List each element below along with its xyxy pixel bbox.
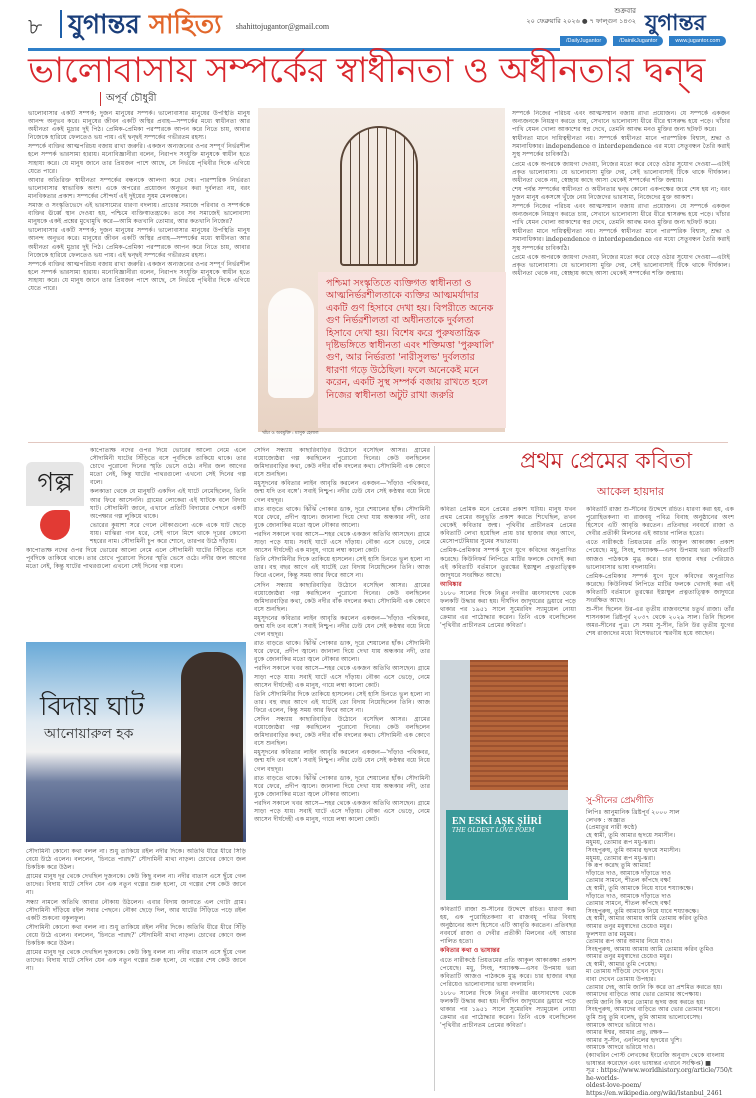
paragraph: স্বাধীনতা মানে দায়িত্বহীনতা নয়। সম্পর্কে স্বাধীনতা মানে পারস্পরিক বিশ্বাস, শ্রদ্ধা ও সমানাধিকার। independence ও interdependence এর মধ্যে সেতুবন্ধন তৈরি করাই সুস্থ সম্পর্কের চাবিকাঠি। bbox=[512, 228, 730, 252]
social-links bbox=[560, 36, 726, 46]
poem-line: হে স্বামী, আমার আমায় আমি তোমায় করিব তুমিও bbox=[586, 915, 708, 923]
paragraph: প্রেমে একে অপরকে জায়গা দেওয়া, নিজের মতো করে বেড়ে ওঠার সুযোগ দেওয়া—এটাই প্রকৃত ভালোবাসা। যে ভালোবাসা মুক্তি দেয়, সেই ভালোবাসাই টিকে থাকে দীর্ঘকাল। অধীনতা থেকে নয়, স্বেচ্ছায় কাছে আসা থেকেই সম্পর্কের শক্তি জন্মায়। bbox=[512, 160, 730, 184]
paragraph: গ্রামের মানুষ দূর থেকে দেখছিল দুজনকে। কেউ কিছু বলল না। নদীর বাতাস এসে ছুঁয়ে গেল তাদের। বিদায় ঘাটে সেদিন যেন এক নতুন গল্পের শুরু হলো, যে গল্পের শেষ কেউ জানে না। bbox=[26, 873, 246, 897]
social-facebook-link[interactable]: /DainikJugantor bbox=[613, 36, 663, 46]
paragraph: আবার অতিরিক্ত স্বাধীনতা সম্পর্কের বন্ধনকে আলগা করে দেয়। পারস্পরিক নির্ভরতা ভালোবাসার স্বাভাবিক অংশ। একে অপরের প্রয়োজন অনুভব করা দুর্বলতা নয়, বরং মানবিকতার প্রকাশ। সম্পর্কের সৌন্দর্য এই দুইয়ের সুষম মেলবন্ধনে। bbox=[28, 176, 250, 200]
paragraph: পরদিন সকালে খবর আসে—শহর থেকে একজন অতিথি আসছেন। গ্রামে সাড়া পড়ে যায়। সবাই ঘাটে এসে দাঁড়ায়। নৌকা এসে ভেড়ে, নেমে আসেন দীর্ঘদেহী এক মানুষ, গায়ে লম্বা কালো কোট। bbox=[254, 799, 430, 824]
section-divider bbox=[28, 442, 728, 443]
paragraph: সৌদামিনী কোনো কথা বলল না। শুধু তাকিয়ে রইল নদীর দিকে। অতিথি ধীরে ধীরে সিঁড়ি বেয়ে উঠে এলেন। বললেন, 'চিনতে পারছ?' সৌদামিনী মাথা নাড়ল। চোখের কোণে জল চিকচিক করে উঠল। bbox=[26, 848, 246, 872]
cuneiform-tablet bbox=[470, 660, 568, 790]
paragraph: রাত বাড়তে থাকে। ঝিঁঝিঁ পোকার ডাক, দূরে শেয়ালের হাঁক। সৌদামিনী ঘরে ফেরে, প্রদীপ জ্বালে। জানালা দিয়ে দেখা যায় অন্ধকার নদী, তার বুকে জোনাকির মতো জ্বলে নৌকার আলো। bbox=[254, 505, 430, 529]
feature-headline: ভালোবাসায় সম্পর্কের স্বাধীনতা ও অধীনতার দ্বন্দ্ব bbox=[28, 51, 705, 91]
poem-block bbox=[586, 796, 734, 1098]
logo-accent: সাহিত্য bbox=[148, 10, 222, 40]
contact-email[interactable]: shahittojugantor@gmail.com bbox=[235, 21, 330, 31]
poem-lines bbox=[586, 809, 734, 1098]
museum-plaque bbox=[446, 810, 568, 900]
poem-line: মা তোমায় দাঁড়িয়ে দেখেন সুখে। bbox=[586, 968, 664, 976]
poem-line: সিংহপুরুষ, তুমি আমাকে নিয়ে যাবে শয্যাকক্ষে। bbox=[586, 907, 699, 915]
paragraph: সমাজ ও সংস্কৃতিভেদে এই ভারসাম্যের ধারণা বদলায়। প্রাচ্যের সমাজে পরিবার ও সম্পর্ককে ব্যক্তির ঊর্ধ্বে স্থান দেওয়া হয়, পশ্চিমে ব্যক্তিস্বাতন্ত্র্যকে। তবে সব সমাজেই ভালোবাসা মানুষকে একই প্রশ্নের মুখোমুখি করে—আমি কতখানি তোমার, আর কতখানি নিজের? bbox=[28, 202, 250, 226]
paragraph: তিনি সৌদামিনীর দিকে তাকিয়ে হাসলেন। সেই হাসি চিনতে ভুল হলো না তার। বহু বছর আগে এই ঘাটেই তো বিদায় নিয়েছিলেন তিনি। আজ ফিরে এলেন, কিন্তু সময় আর ফিরে আসে না। bbox=[254, 556, 430, 580]
poem-line: তোমার সামনে, শীতল কাঁপছে বক্ষ! bbox=[586, 900, 672, 908]
birdcage-icon bbox=[340, 126, 418, 266]
paragraph: ভোরের কুয়াশা সরে গেলে নৌকাগুলো একে একে ঘাট ছেড়ে যায়। মাঝিরা গান ধরে, সেই গানে মিশে থাকে দূরের কোনো শহরের নাম। সৌদামিনী চুপ করে শোনে, তারপর উঠে দাঁড়ায়। bbox=[90, 521, 246, 546]
paragraph: শেষ পর্যন্ত সম্পর্কের স্বাধীনতা ও অধীনতার দ্বন্দ্ব কোনো একপক্ষের জয়ে শেষ হয় না; বরং দুজন মানুষ একসঙ্গে খুঁজে নেয় নিজেদের ভারসাম্য, নিজেদের মুক্ত আকাশ। bbox=[512, 185, 730, 201]
poem-line: লিপিঃ আনুমানিক খ্রিষ্টপূর্ব ২০০০ সাল bbox=[586, 809, 680, 816]
poem-line: আমি জানি কি করে তোমার হৃদয় জয় করতে হয়। bbox=[586, 998, 706, 1006]
poem-heading: সু-সীনের প্রেমগীতি bbox=[586, 796, 654, 806]
subheading: কবিতার কথা ও ভাষান্তর bbox=[440, 947, 500, 955]
poem-line: মধুময়, তোমার রূপ মধু-ঝরা। bbox=[586, 839, 656, 847]
plaque-title: EN ESKİ AŞK ŞİİRİ bbox=[452, 816, 542, 827]
paragraph: প্রেমে একে অপরকে জায়গা দেওয়া, নিজের মতো করে বেড়ে ওঠার সুযোগ দেওয়া—এটাই প্রকৃত ভালোবাসা। যে ভালোবাসা মুক্তি দেয়, সেই ভালোবাসাই টিকে থাকে দীর্ঘকাল। অধীনতা থেকে নয়, স্বেচ্ছায় কাছে আসা থেকেই সম্পর্কের শক্তি জন্মায়। bbox=[512, 253, 730, 277]
paragraph: ১৮৮০ সালের দিকে নিপ্পুর নগরীর ধ্বংসাবশেষ থেকে ফলকটি উদ্ধার করা হয়। দীর্ঘদিন জাদুঘরের ড্রয়ারে পড়ে থাকার পর ১৯৫১ সালে সুমেরবিদ স্যামুয়েল নোয়া ক্রেমার এর পাঠোদ্ধার করেন। তিনি একে বলেছিলেন 'পৃথিবীর প্রাচীনতম প্রেমের কবিতা'। bbox=[440, 589, 576, 630]
poem-line: হে স্বামী, আমার তুমি পেয়েছ। bbox=[586, 960, 657, 968]
paragraph: মধুসূদনের কবিতার লাইন আবৃত্তি করলেন একজন—'দাঁড়াও পথিকবর, জন্ম যদি তব বঙ্গে'। সবাই নিশ্চুপ। নদীর ঢেউ যেন সেই কণ্ঠস্বর বয়ে নিয়ে গেল বহুদূর। bbox=[254, 614, 430, 639]
divider bbox=[60, 10, 62, 38]
poem-line: (ক্যাথরিন পোস্ট লেখকের ইংরেজি অনুবাদ থেকে বাংলায় ভাষান্তর করেছেন এবং ভাষান্তর এখানে সংক্ষিপ্ত) ■ bbox=[586, 1052, 725, 1067]
plaque-subtitle: THE OLDEST LOVE POEM bbox=[452, 827, 535, 834]
poem-line: দাঁড়াতে দাও, আমাকে দাঁড়াতে দাও bbox=[586, 869, 672, 877]
poem-line: (প্রেমাতুর নারী কণ্ঠে) bbox=[586, 824, 637, 832]
paragraph: ভালোবাসার একটি সম্পর্ক; দুজন মানুষের সম্পর্ক। ভালোবাসার মানুষের উপস্থিতি মানুষ আনন্দ অনুভব করে। মানুষের জীবন একটি অস্থির প্রবাহ—সম্পর্কের মধ্যে স্বাধীনতা আর অধীনতা একই মুদ্রার দুই পিঠ। প্রেমিক-প্রেমিকা পরস্পরকে আপন করে নিতে চায়, আবার নিজেকে হারিয়ে ফেলতেও ভয় পায়। এই দ্বন্দ্বই সম্পর্কের গভীরতম রহস্য। bbox=[28, 110, 250, 142]
poem-line: তোমার সামনে, শীতল কাঁপছে বক্ষ! bbox=[586, 877, 672, 885]
story-title: বিদায় ঘাট bbox=[40, 692, 145, 722]
poem-line: হে স্বামী, তুমি আমাকে নিয়ে যাবে শয্যাকক্ষে। bbox=[586, 884, 694, 892]
paragraph: সেদিন সন্ধ্যায় কাছারিবাড়ির উঠোনে বসেছিল আসর। গ্রামের বয়োজ্যেষ্ঠরা গল্প করছিলেন পুরোনো দিনের। কেউ বলছিলেন জমিদারবাড়ির কথা, কেউ নদীর বাঁক বদলের কথা। সৌদামিনী এক কোণে বসে শুনছিল। bbox=[254, 447, 430, 479]
poem-line: বাবা দেখেন তোমায় উপহার। bbox=[586, 976, 656, 984]
story-author: আনোয়ারুল হক bbox=[44, 726, 134, 742]
poem-line: ফুলশয্যা তার মধুময়। bbox=[586, 930, 636, 938]
hand-shape bbox=[268, 288, 314, 398]
story-label: গল্প bbox=[26, 462, 84, 506]
page-number: ৮ bbox=[28, 15, 43, 40]
paragraph: কবিতাটি রাজা শু-সীনের উদ্দেশে রচিত। ধারণা করা হয়, এক পুরোহিতকন্যা বা রাজবধূ পবিত্র বিবাহ অনুষ্ঠানের অংশ হিসেবে এটি আবৃত্তি করতেন। প্রতিবছর নববর্ষে রাজা ও দেবীর প্রতীকী মিলনের এই আচার পালিত হতো। bbox=[586, 506, 734, 538]
section-logo bbox=[68, 4, 222, 48]
poem-line: আমাদের বাড়িতে আর ভোর তোমার অপেক্ষায়। bbox=[586, 991, 702, 999]
poem-line: লেখক : অজ্ঞাত bbox=[586, 816, 626, 824]
paragraph: কাপোতাক্ষ নদের ওপর দিয়ে ভোরের আলো নেমে এলে সৌদামিনী ঘাটের সিঁড়িতে বসে পূর্বদিকে তাকিয়ে থাকে। তার চোখে পুরোনো দিনের স্মৃতি ভেসে ওঠে। নদীর জল আগের মতো নেই, কিন্তু ঘাটের পাথরগুলো এখনো সেই দিনের গল্প বলে। bbox=[90, 447, 246, 487]
issue-meta bbox=[526, 6, 636, 26]
poem-line: আমাকে আদরে ভরিয়ে দাও। bbox=[586, 1021, 656, 1029]
paragraph: সম্পর্কে ব্যক্তির আত্মপরিচয় বজায় রাখা জরুরি। একজন অন্যজনের ওপর সম্পূর্ণ নির্ভরশীল হলে সম্পর্ক ভারসাম্য হারায়। মনোবিজ্ঞানীরা বলেন, নিরাপদ সংযুক্তি মানুষকে স্বাধীন হতে সাহায্য করে। যে মানুষ জানে তার প্রিয়জন পাশে আছে, সে নির্ভয়ে পৃথিবীর দিকে এগিয়ে যেতে পারে। bbox=[28, 260, 250, 292]
poem-line: আমার তনুর মধুস্বাদের চেয়েও মধুর। bbox=[586, 953, 673, 961]
paragraph: কাপোতাক্ষ নদের ওপর দিয়ে ভোরের আলো নেমে এলে সৌদামিনী ঘাটের সিঁড়িতে বসে পূর্বদিকে তাকিয়ে থাকে। তার চোখে পুরোনো দিনের স্মৃতি ভেসে ওঠে। নদীর জল আগের মতো নেই, কিন্তু ঘাটের পাথরগুলো এখনো সেই দিনের গল্প বলে। bbox=[26, 547, 246, 571]
label-spacer bbox=[26, 447, 90, 545]
paragraph: ভালোবাসার একটি সম্পর্ক; দুজন মানুষের সম্পর্ক। ভালোবাসার মানুষের উপস্থিতি মানুষ আনন্দ অনুভব করে। মানুষের জীবন একটি অস্থির প্রবাহ—সম্পর্কের মধ্যে স্বাধীনতা আর অধীনতা একই মুদ্রার দুই পিঠ। প্রেমিক-প্রেমিকা পরস্পরকে আপন করে নিতে চায়, আবার নিজেকে হারিয়ে ফেলতেও ভয় পায়। এই দ্বন্দ্বই সম্পর্কের গভীরতম রহস্য। bbox=[28, 227, 250, 259]
paragraph: কবিতাটি রাজা শু-সীনের উদ্দেশে রচিত। ধারণা করা হয়, এক পুরোহিতকন্যা বা রাজবধূ পবিত্র বিবাহ অনুষ্ঠানের অংশ হিসেবে এটি আবৃত্তি করতেন। প্রতিবছর নববর্ষে রাজা ও দেবীর প্রতীকী মিলনের এই আচার পালিত হতো। bbox=[440, 906, 576, 946]
paragraph: সম্পর্কে নিজের পরিচয় এবং আত্মসম্মান বজায় রাখা প্রয়োজন। যে সম্পর্কে একজন অন্যজনকে নিয়ন্ত্রণ করতে চায়, সেখানে ভালোবাসা ধীরে ধীরে শ্বাসরুদ্ধ হয়ে পড়ে। খাঁচার পাখি যেমন খোলা আকাশের স্বপ্ন দেখে, তেমনি আবদ্ধ মনও মুক্তির জন্য ছটফট করে। bbox=[512, 203, 730, 227]
poem-line: সিংহপুরুষ, আমাদের বাড়িতে আর ভোর তোমার শয়নে। bbox=[586, 1006, 721, 1014]
poem-line: মধুময়, তোমার রূপ মধু-ঝরা। bbox=[586, 854, 656, 862]
image-caption: খাঁচা ও অবমুক্তি : মাসুক হেলাল bbox=[262, 431, 319, 436]
issue-date: ২০ ফেব্রুয়ারি ২০২৬ ● ৭ ফাল্গুন ১৪৩২ bbox=[526, 17, 636, 25]
website-link[interactable]: www.jugantor.com bbox=[669, 36, 726, 46]
paragraph: কবিতা প্রেমিক মনে প্রেমের প্রকাশ ঘটায়। মানুষ যখন প্রথম প্রেমের অনুভূতি প্রকাশ করতে শিখেছিল, তখন থেকেই কবিতার জন্ম। পৃথিবীর প্রাচীনতম প্রেমের কবিতাটি লেখা হয়েছিল প্রায় চার হাজার বছর আগে, মেসোপটেমিয়ার সুমের সভ্যতায়। bbox=[440, 506, 576, 546]
logo-main: যুগান্তর bbox=[68, 10, 149, 40]
poem-left-text-top bbox=[440, 506, 576, 656]
paragraph: তিনি সৌদামিনীর দিকে তাকিয়ে হাসলেন। সেই হাসি চিনতে ভুল হলো না তার। বহু বছর আগে এই ঘাটেই তো বিদায় নিয়েছিলেন তিনি। আজ ফিরে এলেন, কিন্তু সময় আর ফিরে আসে না। bbox=[254, 690, 430, 714]
section-brand-row bbox=[68, 4, 329, 48]
source-link[interactable]: সূত্র : https://www.worldhistory.org/article/750/the-worlds- bbox=[586, 1067, 733, 1082]
feature-left-column bbox=[28, 110, 250, 438]
paragraph: সেদিন সন্ধ্যায় কাছারিবাড়ির উঠোনে বসেছিল আসর। গ্রামের বয়োজ্যেষ্ঠরা গল্প করছিলেন পুরোনো দিনের। কেউ বলছিলেন জমিদারবাড়ির কথা, কেউ নদীর বাঁক বদলের কথা। সৌদামিনী এক কোণে বসে শুনছিল। bbox=[254, 581, 430, 613]
source-link[interactable]: oldest-love-poem/ bbox=[586, 1082, 642, 1090]
poem-right-text bbox=[586, 506, 734, 790]
poem-line: হে স্বামী, তুমি আমার হৃদয়ে সমাসীন। bbox=[586, 831, 676, 839]
poem-line: তুমি শুধু তুমি বলেছ, তুমি আমায় ভালোবেসেছ। bbox=[586, 1014, 703, 1022]
subheading: আবিষ্কার bbox=[440, 580, 462, 588]
paragraph: সন্ধ্যা নামলে অতিথি আবার নৌকায় উঠলেন। এবার বিদায় জানাতে এল গোটা গ্রাম। সৌদামিনী দাঁড়িয়ে রইল সবার পেছনে। নৌকা ছেড়ে দিল, আর ঘাটের সিঁড়িতে পড়ে রইল একটি শুকনো বকুলফুল। bbox=[26, 898, 246, 922]
paragraph: সেদিন সন্ধ্যায় কাছারিবাড়ির উঠোনে বসেছিল আসর। গ্রামের বয়োজ্যেষ্ঠরা গল্প করছিলেন পুরোনো দিনের। কেউ বলছিলেন জমিদারবাড়ির কথা, কেউ নদীর বাঁক বদলের কথা। সৌদামিনী এক কোণে বসে শুনছিল। bbox=[254, 716, 430, 748]
paragraph: প্রেমিক-প্রেমিকার সম্পর্ক যুগে যুগে কবিদের অনুপ্রাণিত করেছে। কিউনিফর্ম লিপিতে মাটির ফলকে খোদাই করা এই কবিতাটি বর্তমানে তুরস্কের ইস্তাম্বুল প্রত্নতাত্ত্বিক জাদুঘরে সংরক্ষিত আছে। bbox=[586, 572, 734, 605]
column-divider bbox=[434, 446, 435, 1091]
story-middle-text bbox=[254, 447, 430, 1092]
poem-article-author: আকেল হায়দার bbox=[597, 485, 665, 498]
pull-quote: পশ্চিমা সংস্কৃতিতে ব্যক্তিগত স্বাধীনতা ও আত্মনির্ভরশীলতাকে ব্যক্তির আত্মমর্যাদার একটি গুণ হিসাবে দেখা হয়। বিপরীতে অনেক গুণ নির্ভরশীলতা বা অধীনতাকে দুর্বলতা হিসাবে দেখা হয়। বিশেষ করে পুরুষতান্ত্রিক দৃষ্টিভঙ্গিতে স্বাধীনতা এবং শক্তিমত্তা 'পুরুষালি' গুণ, আর নির্ভরতা 'নারীসুলভ' দুর্বলতার ধারণা গড়ে উঠেছিল। ফলে অনেকেই মনে করেন, একটি সুস্থ সম্পর্ক বজায় রাখতে হলে নিজের স্বাধীনতা অটুট রাখা জরুরি bbox=[318, 272, 506, 428]
feature-author: অপূর্ব চৌধুরী bbox=[106, 93, 157, 104]
story-bottom-text bbox=[26, 848, 246, 1092]
poem-article-title: প্রথম প্রেমের কবিতা bbox=[520, 449, 693, 474]
newspaper-logo: যুগান্তর bbox=[645, 11, 706, 36]
paragraph: সৌদামিনী কোনো কথা বলল না। শুধু তাকিয়ে রইল নদীর দিকে। অতিথি ধীরে ধীরে সিঁড়ি বেয়ে উঠে এলেন। বললেন, 'চিনতে পারছ?' সৌদামিনী মাথা নাড়ল। চোখের কোণে জল চিকচিক করে উঠল। bbox=[26, 923, 246, 948]
poem-line: সিংহপুরুষ, আমায় আমায় আমি তোমায় করিব তুমিও bbox=[586, 945, 714, 953]
social-x-link[interactable]: /DailyJugantor bbox=[560, 36, 607, 46]
paragraph: প্রেমিক-প্রেমিকার সম্পর্ক যুগে যুগে কবিদের অনুপ্রাণিত করেছে। কিউনিফর্ম লিপিতে মাটির ফলকে খোদাই করা এই কবিতাটি বর্তমানে তুরস্কের ইস্তাম্বুল প্রত্নতাত্ত্বিক জাদুঘরে সংরক্ষিত আছে। bbox=[440, 547, 576, 579]
poem-line: সিংহপুরুষ, তুমি আমার হৃদয়ে সমাসীন। bbox=[586, 846, 681, 854]
paragraph: মধুসূদনের কবিতার লাইন আবৃত্তি করলেন একজন—'দাঁড়াও পথিকবর, জন্ম যদি তব বঙ্গে'। সবাই নিশ্চুপ। নদীর ঢেউ যেন সেই কণ্ঠস্বর বয়ে নিয়ে গেল বহুদূর। bbox=[254, 480, 430, 504]
paragraph: শু-সীন ছিলেন উর-এর তৃতীয় রাজবংশের চতুর্থ রাজা। তাঁর শাসনকাল খ্রিষ্টপূর্ব ২০৩৭ থেকে ২০২৯ সাল। তিনি ছিলেন অমর-সীনের পুত্র। সে সময় সু-সীন, তিনি উর তৃতীয় যুগের শেষ রাজাদের মধ্যে বিশেষভাবে স্মরণীয় হয়ে আছেন। bbox=[586, 606, 734, 638]
story-illustration bbox=[26, 642, 246, 842]
paragraph: মধুসূদনের কবিতার লাইন আবৃত্তি করলেন একজন—'দাঁড়াও পথিকবর, জন্ম যদি তব বঙ্গে'। সবাই নিশ্চুপ। নদীর ঢেউ যেন সেই কণ্ঠস্বর বয়ে নিয়ে গেল বহুদূর। bbox=[254, 749, 430, 773]
paragraph: কলকাতা থেকে যে মানুষটি একদিন এই ঘাটে নেমেছিলেন, তিনি আর ফিরে আসেননি। গ্রামের লোকেরা এই ঘাটকে বলে বিদায় ঘাট। সৌদামিনী জানে, এখানে প্রতিটি বিদায়ের পেছনে একটি অপেক্ষার গল্প লুকিয়ে থাকে। bbox=[90, 488, 246, 520]
weekday: শুক্রবার bbox=[614, 7, 636, 15]
poem-line: আমার ঈশ্বর, আমার প্রভু, রক্ষক— bbox=[586, 1029, 669, 1037]
paragraph: এতে নারীকণ্ঠে প্রিয়তমের প্রতি আকুল আকাঙ্ক্ষা প্রকাশ পেয়েছে। মধু, সিংহ, শয্যাকক্ষ—এসব উপমায় ভরা কবিতাটি আজও পাঠককে মুগ্ধ করে। চার হাজার বছর পেরিয়েও ভালোবাসার ভাষা বদলায়নি। bbox=[586, 539, 734, 571]
source-link[interactable]: https://en.wikipedia.org/wiki/Istanbul_2461 bbox=[586, 1089, 723, 1097]
poem-line: দাঁড়াতে দাও, আমাকে দাঁড়াতে দাও bbox=[586, 892, 672, 900]
poem-line: আমার তনুর মধুস্বাদের চেয়েও মধুর। bbox=[586, 922, 673, 930]
man-figure bbox=[181, 652, 243, 842]
poem-line: তোমার দেহ, আমি জানি কি করে তা প্রশমিত করতে হয়। bbox=[586, 983, 723, 991]
poem-line: কি রূপ করেছ তুমি আমায়! bbox=[586, 862, 652, 870]
paragraph: স্বাধীনতা মানে দায়িত্বহীনতা নয়। সম্পর্কে স্বাধীনতা মানে পারস্পরিক বিশ্বাস, শ্রদ্ধা ও সমানাধিকার। independence ও interdependence এর মধ্যে সেতুবন্ধন তৈরি করাই সুস্থ সম্পর্কের চাবিকাঠি। bbox=[512, 135, 730, 159]
paragraph: এতে নারীকণ্ঠে প্রিয়তমের প্রতি আকুল আকাঙ্ক্ষা প্রকাশ পেয়েছে। মধু, সিংহ, শয্যাকক্ষ—এসব উপমায় ভরা কবিতাটি আজও পাঠককে মুগ্ধ করে। চার হাজার বছর পেরিয়েও ভালোবাসার ভাষা বদলায়নি। bbox=[440, 956, 576, 988]
clay-tablet-photo bbox=[440, 660, 568, 900]
poem-line: আমার সু-সীন, এনলিলের হৃদয়ের খুশি। bbox=[586, 1036, 682, 1044]
feature-right-column bbox=[512, 110, 730, 438]
story-top-text bbox=[26, 447, 246, 635]
paragraph: পরদিন সকালে খবর আসে—শহর থেকে একজন অতিথি আসছেন। গ্রামে সাড়া পড়ে যায়। সবাই ঘাটে এসে দাঁড়ায়। নৌকা এসে ভেড়ে, নেমে আসেন দীর্ঘদেহী এক মানুষ, গায়ে লম্বা কালো কোট। bbox=[254, 665, 430, 689]
poem-line: আমাকে আদরে ভরিয়ে দাও। bbox=[586, 1044, 656, 1052]
paragraph: পরদিন সকালে খবর আসে—শহর থেকে একজন অতিথি আসছেন। গ্রামে সাড়া পড়ে যায়। সবাই ঘাটে এসে দাঁড়ায়। নৌকা এসে ভেড়ে, নেমে আসেন দীর্ঘদেহী এক মানুষ, গায়ে লম্বা কালো কোট। bbox=[254, 530, 430, 555]
paragraph: ১৮৮০ সালের দিকে নিপ্পুর নগরীর ধ্বংসাবশেষ থেকে ফলকটি উদ্ধার করা হয়। দীর্ঘদিন জাদুঘরের ড্রয়ারে পড়ে থাকার পর ১৯৫১ সালে সুমেরবিদ স্যামুয়েল নোয়া ক্রেমার এর পাঠোদ্ধার করেন। তিনি একে বলেছিলেন 'পৃথিবীর প্রাচীনতম প্রেমের কবিতা'। bbox=[440, 989, 576, 1030]
paragraph: রাত বাড়তে থাকে। ঝিঁঝিঁ পোকার ডাক, দূরে শেয়ালের হাঁক। সৌদামিনী ঘরে ফেরে, প্রদীপ জ্বালে। জানালা দিয়ে দেখা যায় অন্ধকার নদী, তার বুকে জোনাকির মতো জ্বলে নৌকার আলো। bbox=[254, 640, 430, 664]
poem-left-text-bottom bbox=[440, 906, 576, 1092]
poem-line: তোমার রূপ আর আমার নিয়ে যাও। bbox=[586, 938, 673, 946]
paragraph: সম্পর্কে ব্যক্তির আত্মপরিচয় বজায় রাখা জরুরি। একজন অন্যজনের ওপর সম্পূর্ণ নির্ভরশীল হলে সম্পর্ক ভারসাম্য হারায়। মনোবিজ্ঞানীরা বলেন, নিরাপদ সংযুক্তি মানুষকে স্বাধীন হতে সাহায্য করে। যে মানুষ জানে তার প্রিয়জন পাশে আছে, সে নির্ভয়ে পৃথিবীর দিকে এগিয়ে যেতে পারে। bbox=[28, 143, 250, 175]
paragraph: সম্পর্কে নিজের পরিচয় এবং আত্মসম্মান বজায় রাখা প্রয়োজন। যে সম্পর্কে একজন অন্যজনকে নিয়ন্ত্রণ করতে চায়, সেখানে ভালোবাসা ধীরে ধীরে শ্বাসরুদ্ধ হয়ে পড়ে। খাঁচার পাখি যেমন খোলা আকাশের স্বপ্ন দেখে, তেমনি আবদ্ধ মনও মুক্তির জন্য ছটফট করে। bbox=[512, 110, 730, 134]
paragraph: রাত বাড়তে থাকে। ঝিঁঝিঁ পোকার ডাক, দূরে শেয়ালের হাঁক। সৌদামিনী ঘরে ফেরে, প্রদীপ জ্বালে। জানালা দিয়ে দেখা যায় অন্ধকার নদী, তার বুকে জোনাকির মতো জ্বলে নৌকার আলো। bbox=[254, 774, 430, 798]
paragraph: গ্রামের মানুষ দূর থেকে দেখছিল দুজনকে। কেউ কিছু বলল না। নদীর বাতাস এসে ছুঁয়ে গেল তাদের। বিদায় ঘাটে সেদিন যেন এক নতুন গল্পের শুরু হলো, যে গল্পের শেষ কেউ জানে না। bbox=[26, 949, 246, 973]
byline-bar bbox=[100, 92, 101, 106]
